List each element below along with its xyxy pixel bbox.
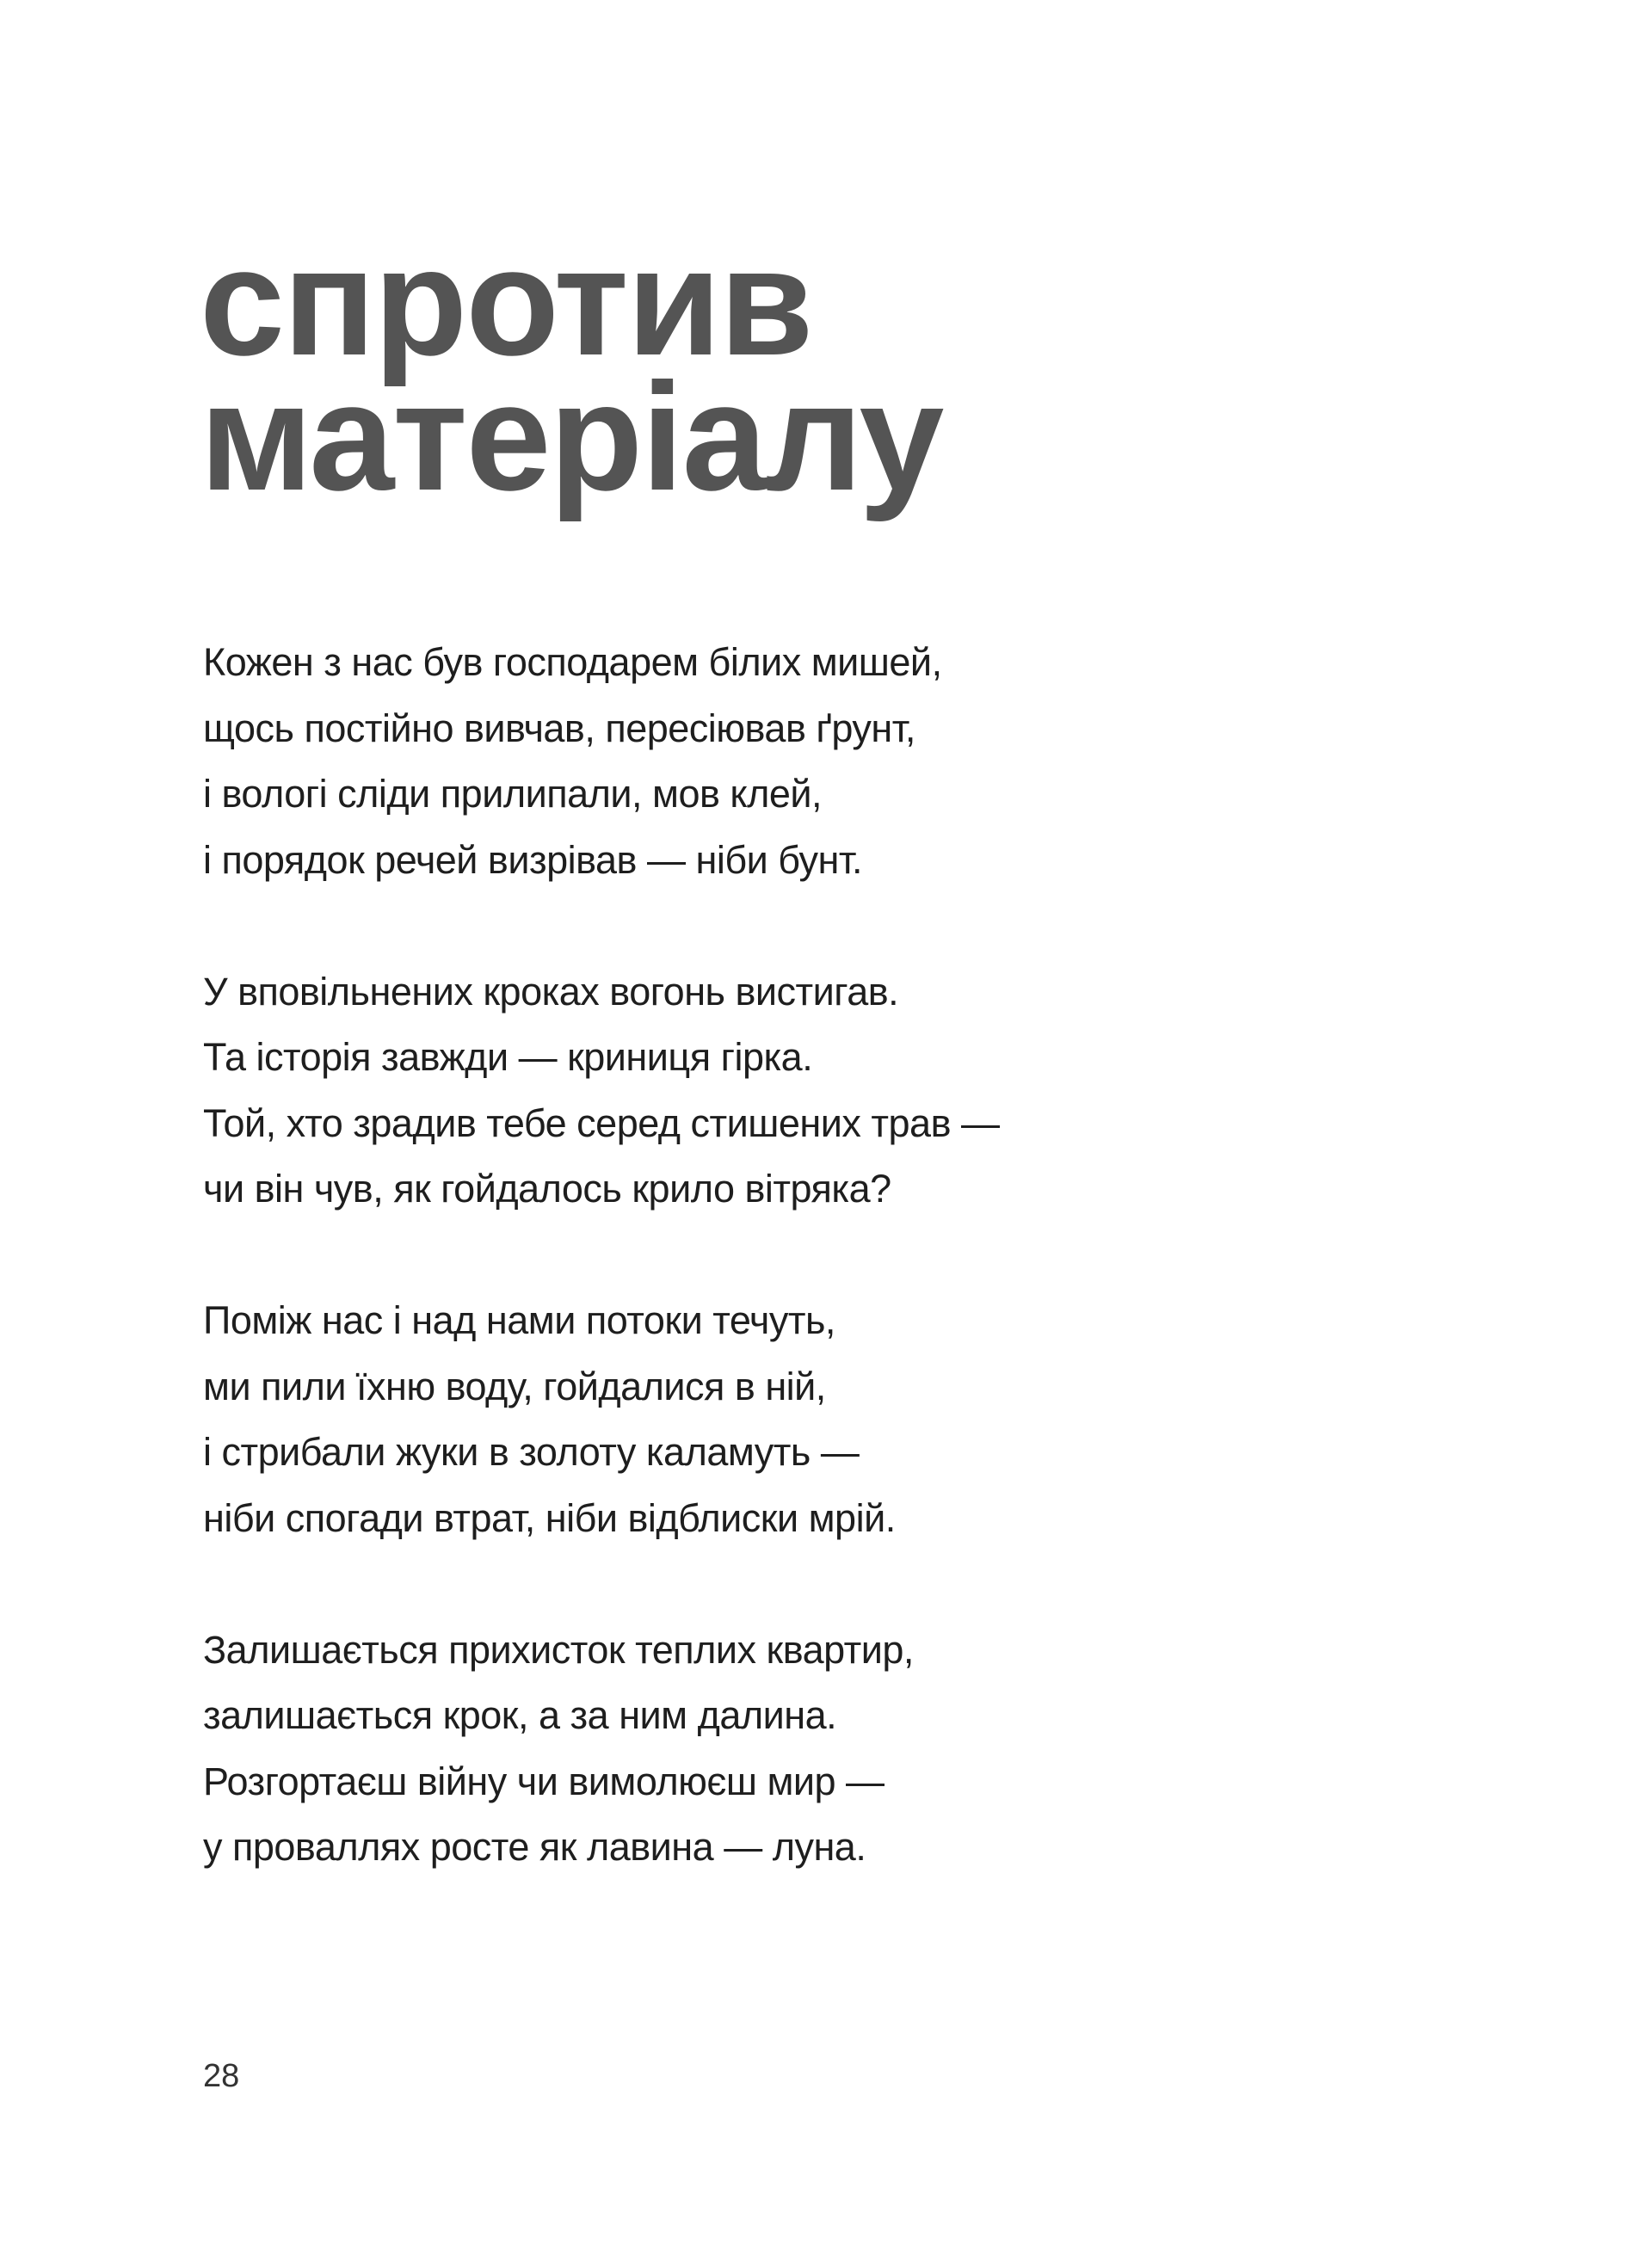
stanza-4 [203, 1618, 999, 1881]
title-line-1: спротив [200, 216, 812, 387]
poem-line: і стрибали жуки в золоту каламуть — [203, 1430, 860, 1474]
title-line-2: матеріалу [200, 351, 943, 522]
poem-line: У вповільнених кроках вогонь вистигав. [203, 969, 899, 1014]
poem-line: щось постійно вивчав, пересіював ґрунт, [203, 706, 915, 750]
poem-line: ми пили їхню воду, гойдалися в ній, [203, 1364, 826, 1408]
poem-line: ніби спогади втрат, ніби відблиски мрій. [203, 1495, 896, 1540]
poem-line: і порядок речей визрівав — ніби бунт. [203, 837, 862, 882]
poem-line: залишається крок, а за ним далина. [203, 1693, 837, 1737]
poem-line: Поміж нас і над нами потоки течуть, [203, 1298, 835, 1342]
poem-title [200, 216, 943, 522]
poem-line: Той, хто зрадив тебе серед стишених трав — [203, 1100, 1000, 1145]
poem-line: Залишається прихисток теплих квартир, [203, 1627, 914, 1672]
poem-line: Розгортаєш війну чи вимолюєш мир — [203, 1759, 885, 1803]
poem-line: у проваллях росте як лавина — луна. [203, 1825, 866, 1869]
page-number: 28 [203, 2058, 240, 2094]
poem-line: і вологі сліди прилипали, мов клей, [203, 772, 823, 816]
poem-body [203, 630, 999, 1946]
stanza-3 [203, 1288, 999, 1551]
poem-line: Кожен з нас був господарем білих мишей, [203, 640, 942, 684]
stanza-1 [203, 630, 999, 893]
stanza-2 [203, 959, 999, 1223]
poem-line: Та історія завжди — криниця гірка. [203, 1035, 813, 1079]
poem-line: чи він чув, як гойдалось крило вітряка? [203, 1167, 891, 1211]
